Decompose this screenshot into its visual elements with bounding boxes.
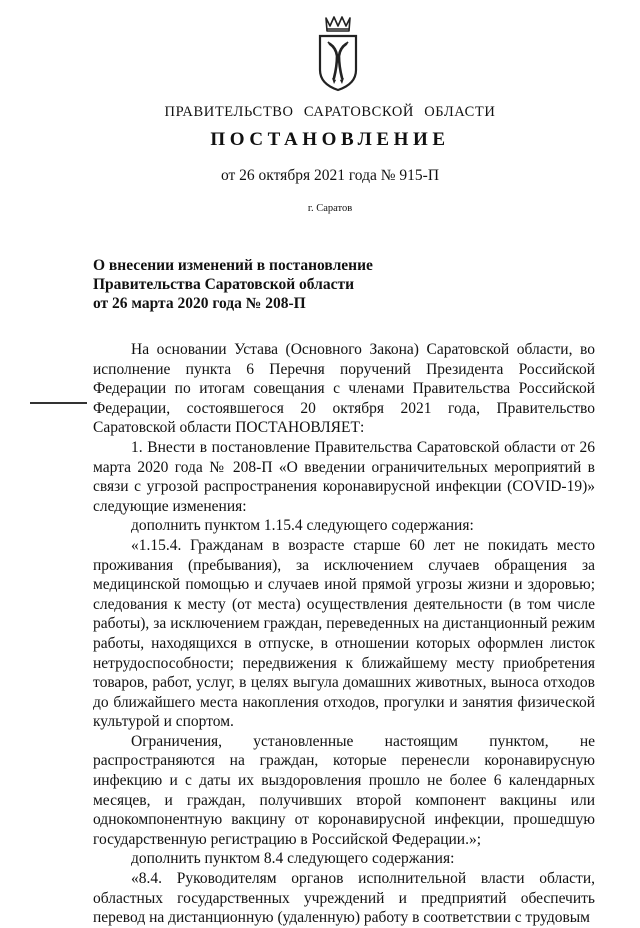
body-paragraph: На основании Устава (Основного Закона) Саратовской области, во исполнение пункта 6 Перечня поручений Президента Российской Федерации по итогам совещания с членами Правительства Российской Федерации, состоявшегося 20 октября 2021 года, Правительство Саратовской области ПОСТАНОВЛЯЕТ: xyxy=(93,341,595,437)
body-paragraph: «8.4. Руководителям органов исполнительной власти области, областных государственных учреждений и предприятий обеспечить перевод на дистанционную (удаленную) работу в соответствии с трудовым xyxy=(93,870,595,927)
organization-title: ПРАВИТЕЛЬСТВО САРАТОВСКОЙ ОБЛАСТИ xyxy=(164,104,496,120)
body-paragraph: 1. Внести в постановление Правительства Саратовской области от 26 марта 2020 года № 208-П «О введении ограничительных мероприятий в связи с угрозой распространения коронавирусной инфекции (COVID-19)» следующие изменения: xyxy=(93,438,595,515)
document-type-title: ПОСТАНОВЛЕНИЕ xyxy=(210,129,450,150)
subject-line: О внесении изменений в постановление xyxy=(93,257,373,274)
subject-line: от 26 марта 2020 года № 208-П xyxy=(93,295,306,312)
subject-line: Правительства Саратовской области xyxy=(93,276,354,293)
document-date-number: от 26 октября 2021 года № 915-П xyxy=(220,167,440,184)
document-body xyxy=(93,340,595,928)
body-paragraph: «1.15.4. Гражданам в возрасте старше 60 лет не покидать место проживания (пребывания), за исключением случаев обращения за медицинской помощью и случаев иной прямой угрозы жизни и здоровью; следования к месту (от места) осуществления деятельности (в том числе работы), за исключением граждан, переведенных на дистанционный режим работы, находящихся в отпуске, в отношении которых оформлен листок нетрудоспособности; передвижения к ближайшему месту приобретения товаров, работ, услуг, в целях выгула домашних животных, выноса отходов до ближайшего места накопления отходов, прогулки и занятия физической культурой и спортом. xyxy=(93,536,595,731)
body-paragraph: дополнить пунктом 1.15.4 следующего содержания: xyxy=(131,517,474,535)
body-paragraph: дополнить пунктом 8.4 следующего содержания: xyxy=(131,850,455,868)
document-subject xyxy=(93,256,473,313)
margin-mark-line xyxy=(30,402,87,404)
coat-of-arms-icon xyxy=(314,14,362,92)
document-city: г. Саратов xyxy=(307,203,353,214)
body-paragraph: Ограничения, установленные настоящим пунктом, не распространяются на граждан, которые перенесли коронавирусную инфекцию и с даты их выздоровления прошло не более 6 календарных месяцев, и граждан, получивших второй компонент вакцины или однокомпонентную вакцину от коронавирусной инфекции, прошедшую государственную регистрацию в Российской Федерации.»; xyxy=(93,732,595,848)
